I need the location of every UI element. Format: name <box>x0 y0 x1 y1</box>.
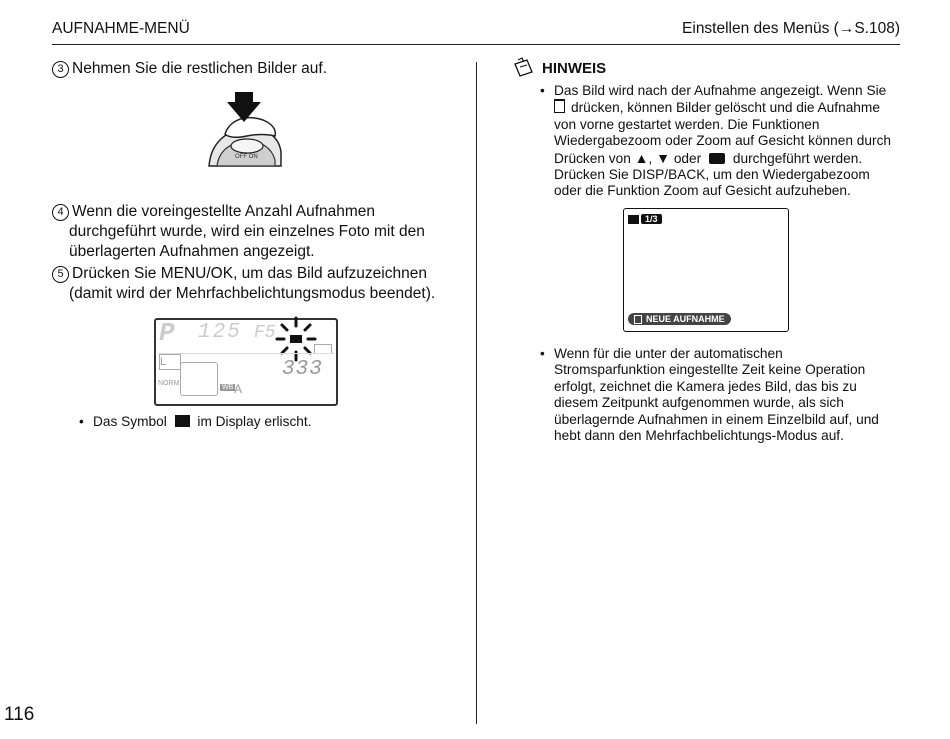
note-text: Das Symbol <box>93 414 167 429</box>
step-text-line: überlagerten Aufnahmen angezeigt. <box>69 243 315 260</box>
section-title: AUFNAHME-MENÜ <box>52 20 190 37</box>
hint-line: Wenn für die unter der automatischen <box>554 346 783 361</box>
face-zoom-icon <box>709 153 725 164</box>
hint-text: oder <box>673 150 702 166</box>
trash-icon <box>554 99 565 113</box>
page-number: 116 <box>4 704 35 725</box>
hint-line: oder die Funktion Zoom auf Gesicht aufzuheben. <box>554 183 851 199</box>
note-text: im Display erlischt. <box>197 414 312 429</box>
hint-line: drücken, können Bilder gelöscht und die Aufnahme <box>571 100 880 116</box>
playback-screen <box>623 208 789 332</box>
hint-line: Stromsparfunktion eingestellte Zeit keine Operation <box>554 362 866 378</box>
hint-line-with-icons <box>554 150 909 167</box>
step-text-line: durchgeführt wurde, wird ein einzelnes Foto mit den <box>69 223 425 240</box>
hint-line: hebt dann den Mehrfachbelichtungs-Modus auf. <box>554 428 844 444</box>
column-divider <box>476 62 477 724</box>
hint-title: HINWEIS <box>542 60 607 77</box>
step-5 <box>52 264 435 304</box>
counter-text: 1/3 <box>641 214 662 224</box>
step-text: Nehmen Sie die restlichen Bilder auf. <box>72 60 328 77</box>
hint-item-1 <box>540 83 909 200</box>
hint-text: durchgeführt werden. <box>732 150 863 166</box>
hint-line: von vorne gestartet werden. Die Funktionen <box>554 116 820 132</box>
step-text-line: Drücken Sie MENU/OK, um das Bild aufzuzeichnen <box>72 265 427 282</box>
menu-reference: Einstellen des Menüs (→S.108) <box>682 20 900 37</box>
hint-line: Drücken Sie DISP/BACK, um den Wiedergabezoom <box>554 167 870 183</box>
hint-text: , <box>648 150 653 166</box>
hint-line-with-icon <box>554 99 909 116</box>
note-pad-icon <box>512 56 534 78</box>
lcd-size: L <box>159 354 181 370</box>
step-number: 4 <box>52 204 69 221</box>
svg-text:OFF ON: OFF ON <box>235 154 258 160</box>
step-number: 5 <box>52 266 69 283</box>
header-divider <box>52 44 900 45</box>
trash-icon <box>634 315 642 324</box>
af-area-bracket <box>180 362 218 396</box>
step-number: 3 <box>52 61 69 78</box>
hint-line: Wiedergabezoom oder Zoom auf Gesicht können durch <box>554 133 892 149</box>
lcd-frames-remaining: 333 <box>282 358 323 381</box>
multiple-exposure-icon <box>175 415 190 427</box>
lcd-shutter: 125 <box>198 321 242 344</box>
bullet: • <box>540 83 545 98</box>
blinking-multi-exposure-icon <box>271 316 321 362</box>
lcd-quality: NORM <box>158 380 180 387</box>
step-3 <box>52 59 327 79</box>
lcd-mode: P <box>159 318 175 348</box>
multi-exposure-icon <box>628 215 639 224</box>
step-text-line: (damit wird der Mehrfachbelichtungsmodus beendet). <box>69 285 436 302</box>
new-shot-button-hint <box>628 313 731 325</box>
lcd-wb-label: WB <box>222 384 234 391</box>
bullet: • <box>79 414 84 429</box>
hint-item-2 <box>540 346 909 444</box>
up-arrow-icon: ▲ <box>634 149 649 166</box>
hint-line: überlagernde Aufnahmen in einem Einzelbild auf, und <box>554 411 879 427</box>
shutter-press-illustration <box>205 90 285 170</box>
hint-line: diesem Zeitpunkt aufgenommen wurde, als sich <box>554 395 844 411</box>
lcd-separator <box>158 353 334 354</box>
lcd-panel <box>154 318 338 406</box>
new-shot-label: NEUE AUFNAHME <box>646 314 725 324</box>
lcd-wb-mode: A <box>234 382 243 396</box>
lcd-aperture: F5 <box>254 323 276 343</box>
hint-line: Das Bild wird nach der Aufnahme angezeigt. Wenn Sie <box>554 83 887 98</box>
step-text-line: Wenn die voreingestellte Anzahl Aufnahmen <box>72 203 376 220</box>
bullet: • <box>540 346 545 361</box>
hint-text: Drücken von <box>554 150 631 166</box>
hint-line: erfolgt, zeichnet die Kamera jedes Bild, das bis zu <box>554 378 857 394</box>
display-note <box>79 414 312 430</box>
step-4 <box>52 202 425 262</box>
down-arrow-icon: ▼ <box>656 149 670 166</box>
frame-counter <box>628 214 662 224</box>
